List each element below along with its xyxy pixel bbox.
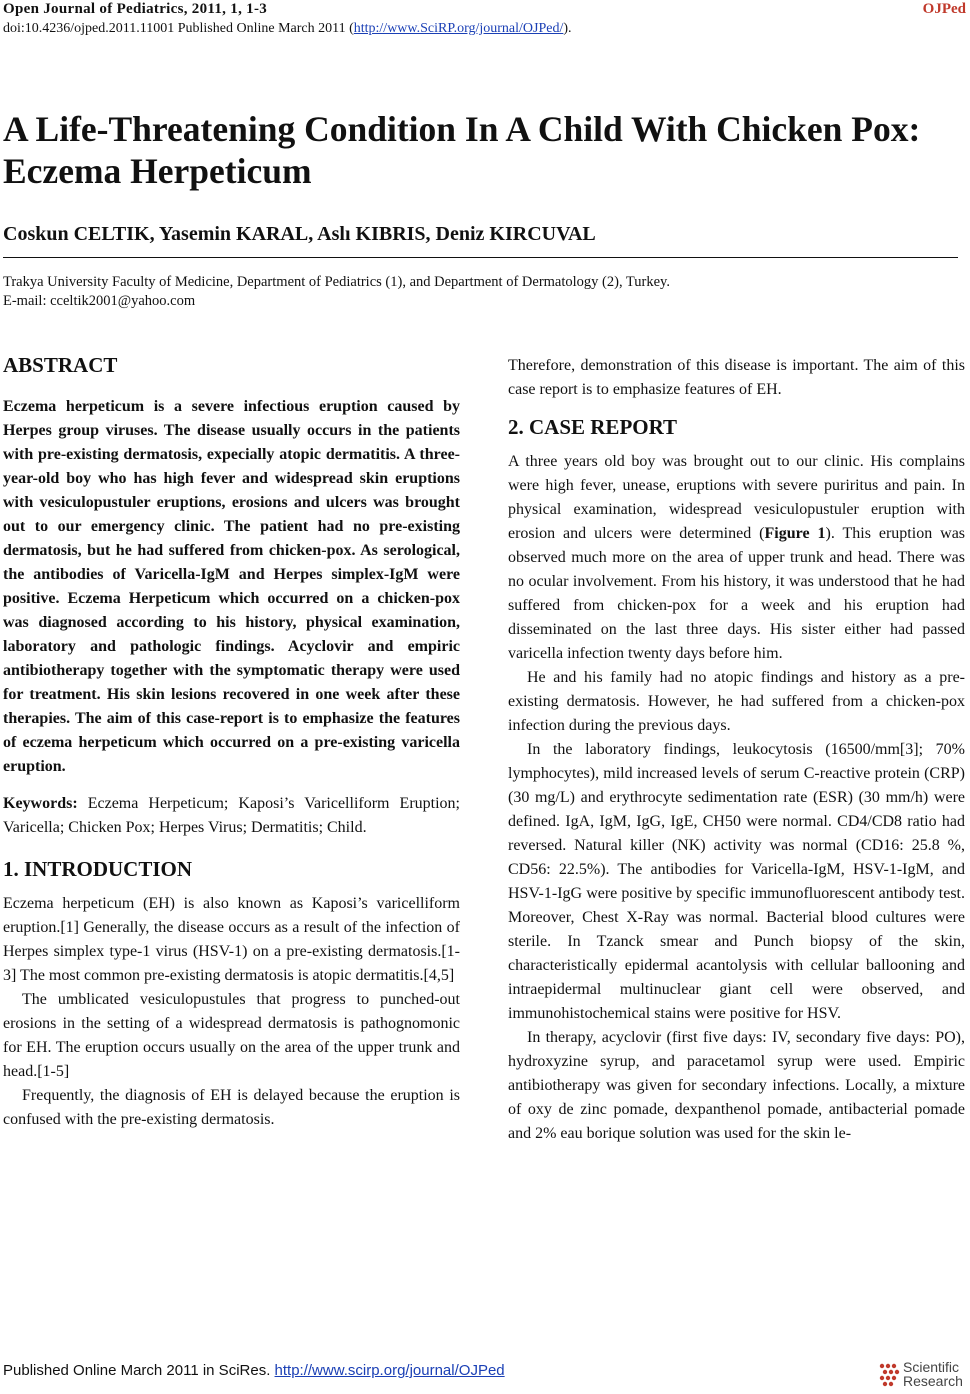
keywords [3,792,460,840]
case-paragraph-3: In the laboratory findings, leukocytosis (16500/mm[3]; 70% lymphocytes), mild increased levels of serum C-reactive protein (CRP) (30 mg/L) and erythrocyte sedimentation rate (ESR) (30 mm/h) were defined. IgA, IgM, IgG, IgE, CH50 were normal. CD4/CD8 ratio had reversed. Natural killer (NK) activity was normal (CD16: 25.8 %, CD56: 22.5%). The antibodies for Varicella-IgM, HSV-1-IgM, and HSV-1-IgG were positive by specific immunofluorescent antibody test. Moreover, Chest X-Ray was normal. Bacterial blood cultures were sterile. In Tzanck smear and Punch biopsy of the skin, characteristically epidermal acantolysis with cellular ballooning and intraepidermal multinuclear giant cell were observed, and immunohistochemical stains were positive for HSV. [508,741,965,1022]
doi-line [3,21,572,37]
abstract-heading: ABSTRACT [3,353,118,377]
journal-code: OJPed [922,1,966,17]
affiliation: Trakya University Faculty of Medicine, Department of Pediatrics (1), and Department of Dermatology (2), Turkey. [3,274,670,290]
abstract-text: Eczema herpeticum is a severe infectious eruption caused by Herpes group viruses. The disease usually occurs in the patients with pre-existing dermatosis, expecially atopic dermatitis. A three-year-old boy who has high fever and widespread skin eruptions with vesiculopustuler eruptions, erosions and ulcers was brought out to our emergency clinic. The patient had no pre-existing dermatosis, but he had suffered from chicken-pox. As serological, the antibodies of Varicella-IgM and Herpes simplex-IgM were positive. Eczema Herpeticum which occurred on a chicken-pox was diagnosed according to his history, physical examination, laboratory and pathologic findings. Acyclovir and empiric antibiotherapy together with the symptomatic therapy were used for treatment. His skin lesions recovered in one week after these therapies. The aim of this case-report is to emphasize the features of eczema herpeticum which occurred on a pre-existing varicella eruption. [3,398,460,775]
case-p1-part-a: A three years old boy was brought out to our clinic. His complains were high fever, unease, eruptions with severe puriritus and pain. In physical examination, widespread vesiculopustuler eruption with erosion and ulcers were determined ( [508,453,965,542]
intro-paragraph-2: The umblicated vesiculopustules that progress to punched-out erosions in the setting of a widespread dermatosis is pathognomonic for EH. The eruption occurs usually on the area of the upper trunk and head.[1-5] [3,991,460,1080]
footer-publication-line [3,1362,505,1379]
intro-paragraph-3-continued: Therefore, demonstration of this disease is important. The aim of this case report is to emphasize features of EH. [508,357,965,398]
affiliation-block [3,273,670,311]
keywords-text: Eczema Herpeticum; Kaposi’s Varicelliform Eruption; Varicella; Chicken Pox; Herpes Virus; Dermatitis; Child. [3,795,460,836]
journal-header: Open Journal of Pediatrics, 2011, 1, 1-3 [3,1,268,17]
left-column [3,351,460,1132]
intro-paragraph-1: Eczema herpeticum (EH) is also known as Kaposi’s varicelliform eruption.[1] Generally, the disease occurs as a result of the infection of Herpes simplex type-1 virus (HSV-1) on a pre-existing dermatosis.[1-3] The most common pre-existing dermatosis is atopic dermatitis.[4,5] [3,895,460,984]
keywords-label: Keywords: [3,795,78,812]
intro-paragraph-3: Frequently, the diagnosis of EH is delayed because the eruption is confused with the pre-existing dermatosis. [3,1087,460,1128]
case-paragraph-4: In therapy, acyclovir (first five days: IV, secondary five days: PO), hydroxyzine syrup, and paracetamol syrup were used. Empiric antibiotherapy was given for secondary infections. Locally, a mixture of oxy de zinc pomade, dexpanthenol pomade, antibacterial pomade and 2% eau borique solution was used for the skin le- [508,1029,965,1142]
case-p1-part-b: ). This eruption was observed much more on the area of upper trunk and head. There was no ocular involvement. From his history, it was understood that he had suffered from chicken-pox for a week and his eruption had disseminated on the last three days. His sister either had passed varicella infection twenty days before him. [508,525,966,662]
introduction-heading: 1. INTRODUCTION [3,857,193,881]
right-column [508,354,965,1146]
paper-title: A Life-Threatening Condition In A Child With Chicken Pox: Eczema Herpeticum [3,109,921,191]
footer-journal-link[interactable]: http://www.scirp.org/journal/OJPed [274,1362,505,1379]
doi-suffix: ). [563,21,572,36]
logo-line-2: Research [903,1373,963,1389]
case-paragraph-2: He and his family had no atopic findings and history as a pre-existing dermatosis. However, he had suffered from a chicken-pox infection during the previous days. [508,669,965,734]
case-paragraph-1 [508,450,965,666]
footer-text: Published Online March 2011 in SciRes. [3,1362,275,1379]
logo-line-1: Scientific [903,1359,960,1375]
journal-url-link[interactable]: http://www.SciRP.org/journal/OJPed/ [353,21,564,36]
figure-1-reference: Figure 1 [764,525,826,542]
author-list: Coskun CELTIK, Yasemin KARAL, Aslı KIBRIS, Deniz KIRCUVAL [3,223,596,245]
author-email: E-mail: cceltik2001@yahoo.com [3,293,196,309]
doi-prefix: doi:10.4236/ojped.2011.11001 Published Online March 2011 ( [3,21,354,36]
title-divider [3,257,958,258]
logo-wordmark [903,1360,963,1388]
case-report-heading: 2. CASE REPORT [508,415,678,439]
